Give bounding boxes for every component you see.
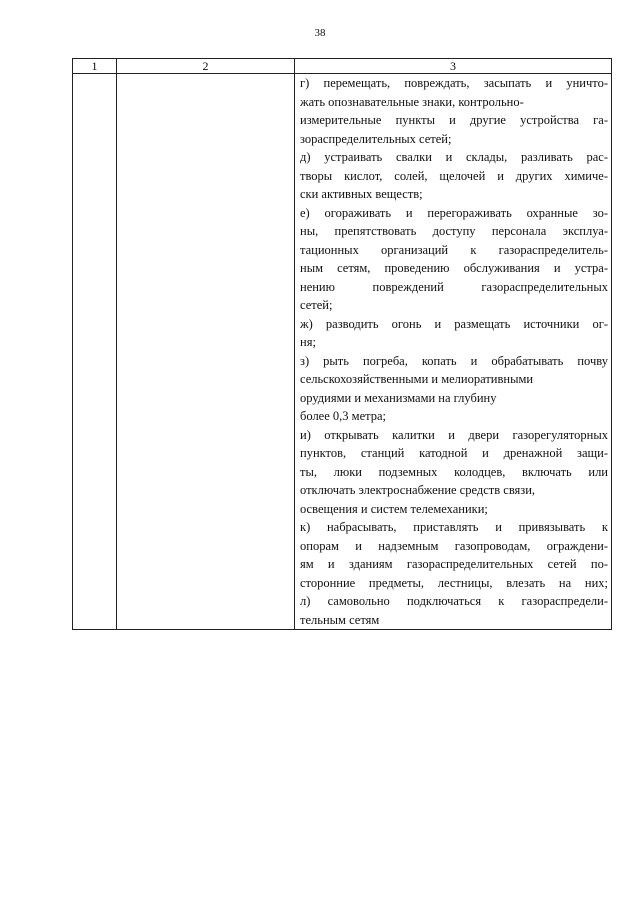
text-line: сторонние предметы, лестницы, влезать на них; — [300, 575, 608, 590]
text-line: тельным сетям — [300, 612, 380, 627]
column-header-2: 2 — [117, 59, 295, 74]
text-line: тационных организаций к газораспределитель- — [300, 242, 608, 257]
text-line: орудиями и механизмами на глубину — [300, 390, 497, 405]
text-line: ям и зданиям газораспределительных сетей по- — [300, 557, 608, 571]
text-line: з) рыть погреба, копать и обрабатывать почву — [300, 353, 608, 368]
table-header-row — [73, 59, 612, 74]
text-line: е) огораживать и перегораживать охранные зо- — [300, 205, 608, 220]
text-line: ж) разводить огонь и размещать источники ог- — [300, 316, 608, 331]
text-line: ты, люки подземных колодцев, включать или — [300, 464, 608, 479]
page-number: 38 — [314, 27, 326, 39]
text-line: л) самовольно подключаться к газораспредели- — [300, 594, 608, 608]
text-line: сельскохозяйственными и мелиоративными — [300, 372, 534, 386]
text-line: сетей; — [300, 298, 333, 312]
column-header-3: 3 — [295, 59, 612, 74]
text-line: к) набрасывать, приставлять и привязывать к — [300, 520, 608, 534]
text-line: ски активных веществ; — [300, 187, 423, 201]
column-1-cell — [73, 74, 117, 630]
text-line: более 0,3 метра; — [300, 409, 386, 423]
text-line: отключать электроснабжение средств связи, — [300, 483, 536, 497]
text-line: д) устраивать свалки и склады, разливать рас- — [300, 150, 608, 164]
column-2-cell — [117, 74, 295, 630]
text-line: г) перемещать, повреждать, засыпать и уничто- — [300, 76, 608, 90]
document-table — [72, 58, 612, 630]
text-line: ня; — [300, 335, 316, 349]
column-header-1: 1 — [73, 59, 117, 74]
column-3-cell — [295, 74, 612, 630]
table-row — [73, 74, 612, 630]
text-line: пунктов, станций катодной и дренажной защи- — [300, 446, 608, 460]
text-line: ны, препятствовать доступу персонала эксплуа- — [300, 224, 608, 238]
text-line: измерительные пункты и другие устройства га- — [300, 113, 608, 127]
text-line: и) открывать калитки и двери газорегуляторных — [300, 427, 608, 442]
text-line: жать опознавательные знаки, контрольно- — [300, 94, 524, 109]
text-line: творы кислот, солей, щелочей и других химиче- — [300, 168, 608, 183]
text-line: ным сетям, проведению обслуживания и устра- — [300, 261, 608, 275]
text-line: опорам и надземным газопроводам, ограждени- — [300, 538, 608, 553]
text-line: нению повреждений газораспределительных — [300, 279, 608, 294]
text-line: освещения и систем телемеханики; — [300, 501, 488, 516]
text-line: зораспределительных сетей; — [300, 131, 452, 146]
